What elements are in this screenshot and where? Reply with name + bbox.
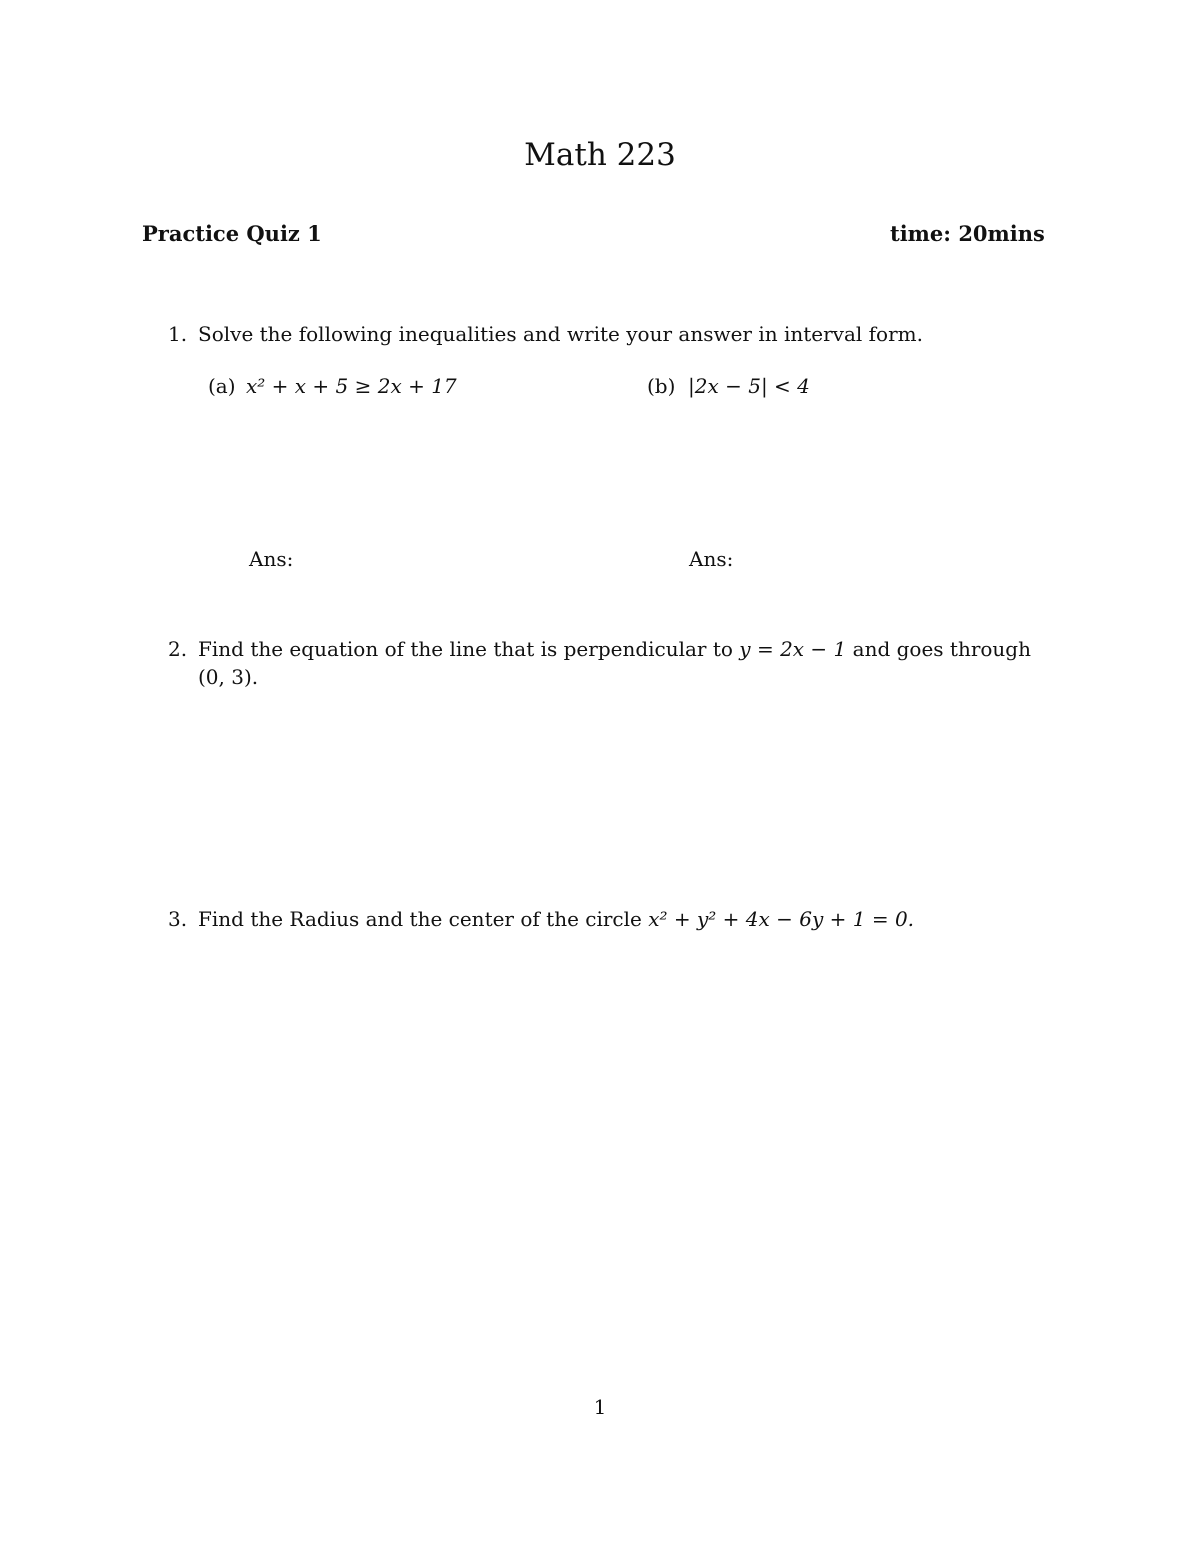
question-1a-label: (a)	[208, 374, 236, 398]
question-3-text	[198, 905, 914, 933]
question-1b-expression: |2x − 5| < 4	[688, 374, 810, 398]
question-2-suffix: and goes through	[852, 637, 1031, 661]
question-1a-answer-label: Ans:	[249, 547, 294, 571]
question-2-text	[198, 635, 1060, 691]
question-3-math: x² + y² + 4x − 6y + 1 = 0.	[648, 907, 915, 931]
quiz-name: Practice Quiz 1	[142, 221, 322, 246]
question-1-number: 1.	[168, 322, 188, 346]
question-1b-answer-label: Ans:	[689, 547, 734, 571]
page-title: Math 223	[524, 137, 676, 173]
question-2-number: 2.	[168, 637, 188, 661]
question-2-point: (0, 3).	[198, 665, 259, 689]
question-1a-expression: x² + x + 5 ≥ 2x + 17	[246, 374, 457, 398]
question-3-number: 3.	[168, 907, 188, 931]
page-number: 1	[593, 1395, 607, 1419]
question-2-prefix: Find the equation of the line that is perpendicular to	[198, 637, 733, 661]
question-1-text: Solve the following inequalities and write your answer in interval form.	[198, 322, 923, 346]
question-3-prefix: Find the Radius and the center of the circle	[198, 907, 642, 931]
question-1b-label: (b)	[647, 374, 676, 398]
time-limit: time: 20mins	[890, 221, 1045, 246]
question-2-math: y = 2x − 1	[739, 637, 847, 661]
